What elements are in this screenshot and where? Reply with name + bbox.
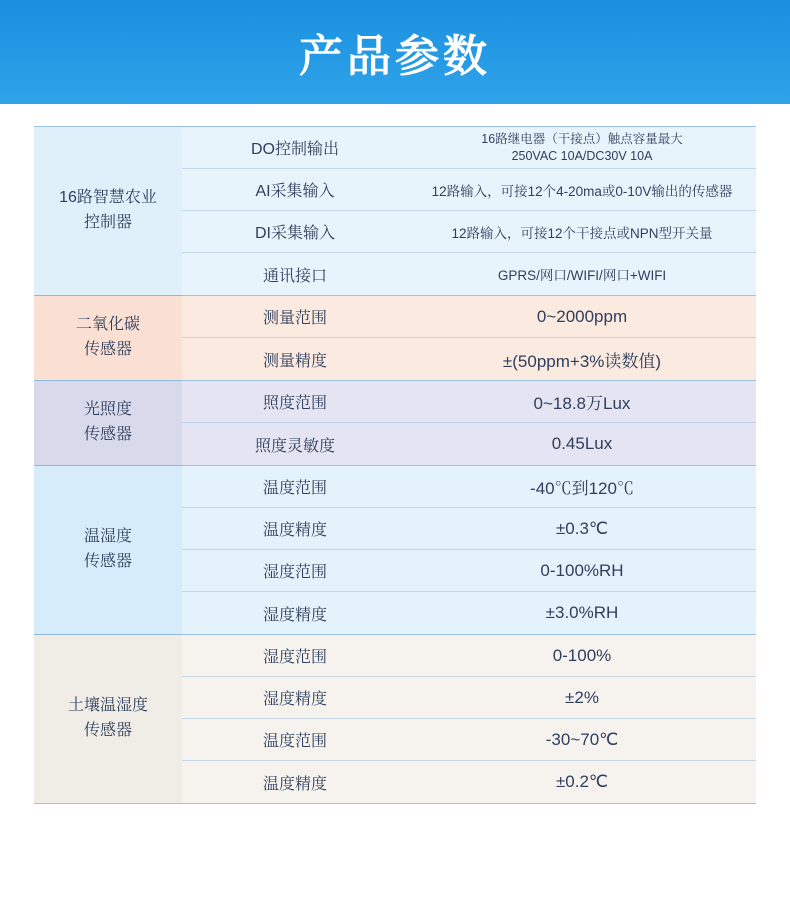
value-column-temp-humidity xyxy=(408,466,756,635)
spec-value: 12路输入，可接12个干接点或NPN型开关量 xyxy=(408,211,756,253)
category-cell-soil xyxy=(34,635,182,804)
spec-value: 0~18.8万Lux xyxy=(408,381,756,423)
spec-label: 测量精度 xyxy=(262,352,327,370)
spec-value: ±(50ppm+3%读数值) xyxy=(502,351,662,371)
spec-label: 温度范围 xyxy=(182,466,408,508)
category-cell-co2 xyxy=(34,296,182,381)
spec-value: -30~70℃ xyxy=(408,719,756,761)
label-column-soil xyxy=(182,635,408,804)
spec-label: 湿度精度 xyxy=(262,606,327,624)
label-column-controller xyxy=(182,127,408,296)
table-row-group-temp-humidity xyxy=(34,466,756,635)
spec-value-line: 16路继电器（干接点）触点容量最大 xyxy=(481,131,683,146)
spec-label: 温度精度 xyxy=(182,508,408,550)
spec-table-body xyxy=(34,127,756,804)
spec-label: DI采集输入 xyxy=(182,211,408,253)
table-row-group-illuminance xyxy=(34,381,756,466)
spec-value: 0.45Lux xyxy=(551,434,613,453)
label-column-temp-humidity xyxy=(182,466,408,635)
category-line: 二氧化碳 xyxy=(75,316,140,334)
spec-value: 0~2000ppm xyxy=(408,296,756,338)
category-line: 传感器 xyxy=(83,553,132,570)
spec-label: 通讯接口 xyxy=(262,267,327,285)
spec-value: ±3.0%RH xyxy=(545,603,619,622)
page-header xyxy=(0,0,790,104)
spec-label: DO控制输出 xyxy=(182,127,408,169)
category-line: 16路智慧农业 xyxy=(59,189,157,207)
category-line: 光照度 xyxy=(83,401,132,419)
label-column-co2 xyxy=(182,296,408,381)
spec-value: 12路输入，可接12个4-20ma或0-10V输出的传感器 xyxy=(408,169,756,211)
category-line: 土壤温湿度 xyxy=(67,697,148,715)
spec-value: ±0.2℃ xyxy=(555,772,609,791)
spec-value: 0-100% xyxy=(408,635,756,677)
spec-label: 照度灵敏度 xyxy=(254,437,335,455)
spec-value: ±2% xyxy=(408,677,756,719)
value-column-co2 xyxy=(408,296,756,381)
spec-label: 照度范围 xyxy=(182,381,408,423)
spec-value xyxy=(408,127,756,169)
spec-label: 温度精度 xyxy=(262,775,327,793)
value-column-illuminance xyxy=(408,381,756,466)
spec-value: -40℃到120℃ xyxy=(408,466,756,508)
category-cell-temp-humidity xyxy=(34,466,182,635)
spec-table-wrapper xyxy=(0,104,790,804)
category-line: 传感器 xyxy=(83,722,132,739)
value-column-controller xyxy=(408,127,756,296)
spec-label: 湿度范围 xyxy=(182,635,408,677)
spec-value: GPRS/网口/WIFI/网口+WIFI xyxy=(497,268,667,283)
category-line: 温湿度 xyxy=(83,528,132,546)
category-cell-illuminance xyxy=(34,381,182,466)
spec-label: AI采集输入 xyxy=(182,169,408,211)
spec-label: 测量范围 xyxy=(182,296,408,338)
spec-value: ±0.3℃ xyxy=(408,508,756,550)
category-line: 传感器 xyxy=(83,341,132,358)
table-row-group-controller xyxy=(34,127,756,296)
spec-value-line: 250VAC 10A/DC30V 10A xyxy=(511,148,653,163)
category-cell-controller xyxy=(34,127,182,296)
spec-value: 0-100%RH xyxy=(408,550,756,592)
page-title: 产品参数 xyxy=(299,32,491,81)
spec-table xyxy=(34,126,756,804)
spec-label: 湿度精度 xyxy=(182,677,408,719)
label-column-illuminance xyxy=(182,381,408,466)
spec-label: 温度范围 xyxy=(182,719,408,761)
spec-label: 湿度范围 xyxy=(182,550,408,592)
value-column-soil xyxy=(408,635,756,804)
category-line: 传感器 xyxy=(83,426,132,443)
category-line: 控制器 xyxy=(83,214,132,231)
table-row-group-co2 xyxy=(34,296,756,381)
table-row-group-soil xyxy=(34,635,756,804)
